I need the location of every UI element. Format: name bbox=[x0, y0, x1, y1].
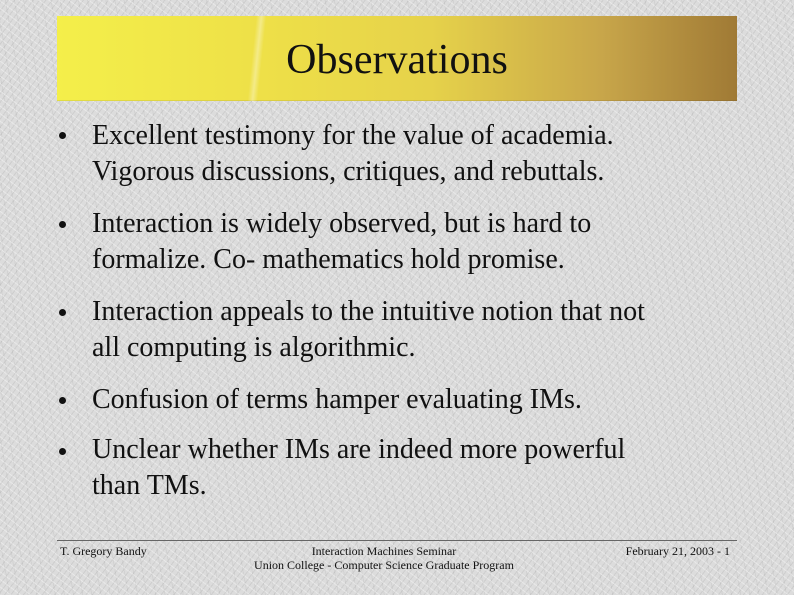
bullet-line: than TMs. bbox=[92, 470, 207, 501]
bullet-line: Confusion of terms hamper evaluating IMs. bbox=[92, 384, 582, 415]
bullet-dot-icon bbox=[59, 397, 66, 404]
footer-center bbox=[234, 544, 534, 572]
bullet-line: Unclear whether IMs are indeed more powerful bbox=[92, 434, 626, 465]
bullet-line: Excellent testimony for the value of academia. bbox=[92, 120, 614, 151]
slide-title: Observations bbox=[286, 37, 508, 83]
footer-program: Union College - Computer Science Graduate Program bbox=[254, 558, 514, 572]
bullet-line: Vigorous discussions, critiques, and rebuttals. bbox=[92, 156, 605, 187]
footer-divider bbox=[57, 540, 737, 541]
footer-author: T. Gregory Bandy bbox=[60, 544, 147, 558]
bullet-line: Interaction appeals to the intuitive notion that not bbox=[92, 296, 645, 327]
bullet-line: all computing is algorithmic. bbox=[92, 332, 416, 363]
footer-seminar: Interaction Machines Seminar bbox=[311, 544, 457, 558]
footer-date-page: February 21, 2003 - 1 bbox=[625, 544, 730, 558]
bullet-dot-icon bbox=[59, 448, 66, 455]
bullet-line: formalize. Co- mathematics hold promise. bbox=[92, 244, 565, 275]
bullet-line: Interaction is widely observed, but is hard to bbox=[92, 208, 592, 239]
bullet-dot-icon bbox=[59, 221, 66, 228]
bullet-dot-icon bbox=[59, 309, 66, 316]
bullet-dot-icon bbox=[59, 132, 66, 139]
